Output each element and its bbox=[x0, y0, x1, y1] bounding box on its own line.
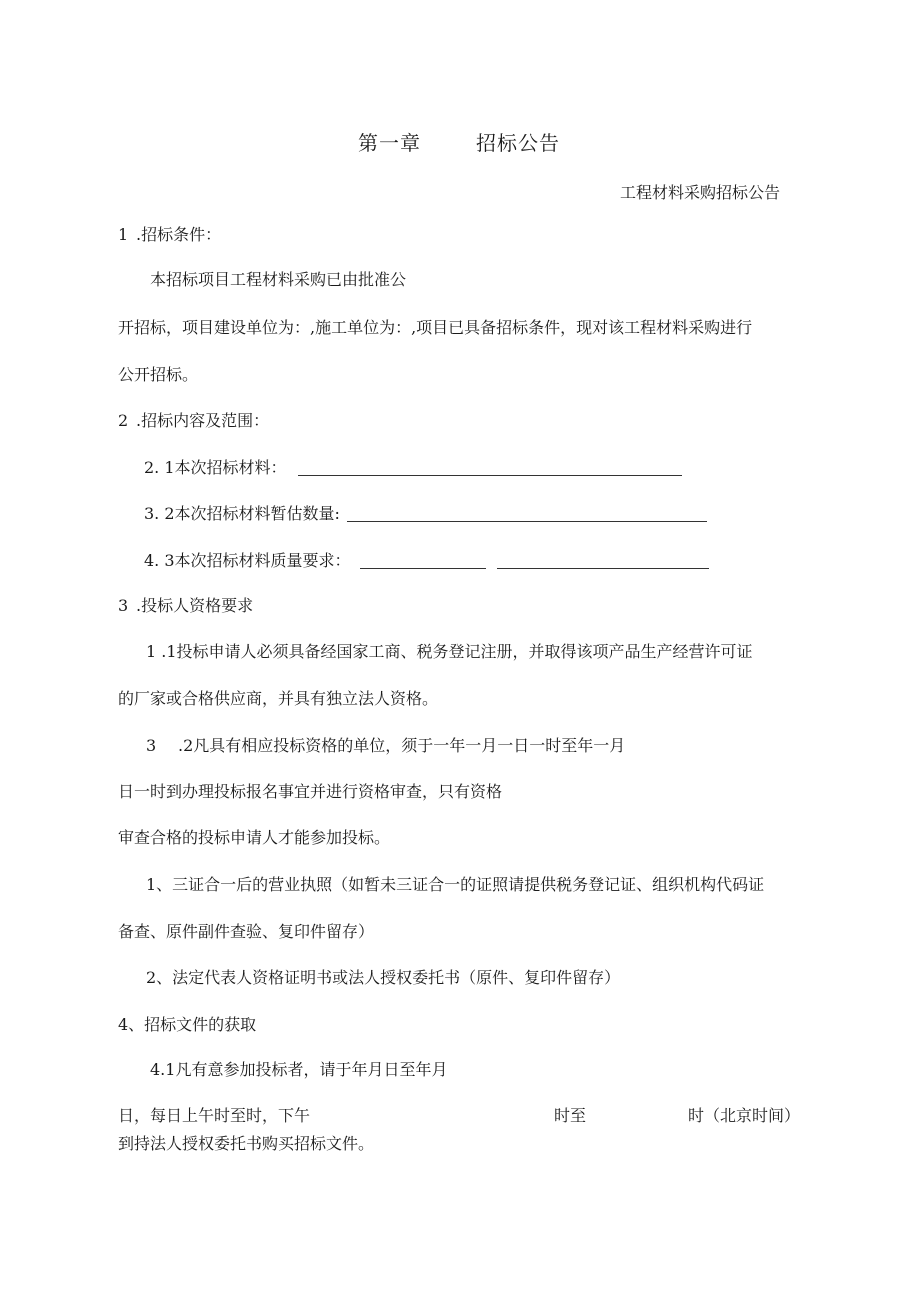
section-4-time-part-2: 时至 bbox=[554, 1106, 587, 1125]
chapter-title: 招标公告 bbox=[476, 131, 560, 155]
document-subtitle: 工程材料采购招标公告 bbox=[620, 183, 781, 202]
required-document-1-line-1: 1、三证合一后的营业执照（如暂未三证合一的证照请提供税务登记证、组织机构代码证 bbox=[146, 875, 765, 894]
section-2-item-2 bbox=[144, 506, 707, 522]
required-document-2: 2、法定代表人资格证明书或法人授权委托书（原件、复印件留存） bbox=[146, 968, 621, 987]
fill-in-blank[interactable] bbox=[347, 507, 707, 522]
item-label: 3本次招标材料质量要求： bbox=[164, 551, 351, 570]
section-3-clause-2-line-3: 审查合格的投标申请人才能参加投标。 bbox=[118, 828, 391, 847]
section-3-clause-1-line-1: 1 .1投标申请人必须具备经国家工商、税务登记注册，并取得该项产品生产经营许可证 bbox=[146, 642, 753, 661]
section-3-clause-2-line-2: 日一时到办理投标报名事宜并进行资格审查，只有资格 bbox=[118, 782, 503, 801]
fill-in-blank[interactable] bbox=[360, 554, 486, 569]
section-2-number: 2 bbox=[118, 411, 129, 430]
item-number: 4. bbox=[144, 551, 160, 570]
section-1-paragraph-line-2: 开招标，项目建设单位为：,施工单位为：,项目已具备招标条件，现对该工程材料采购进行 bbox=[118, 318, 753, 337]
section-4-clause-end: 到持法人授权委托书购买招标文件。 bbox=[118, 1134, 375, 1153]
required-document-1-line-2: 备查、原件副件查验、复印件留存） bbox=[118, 922, 375, 941]
section-3-clause-2-line-1: .2凡具有相应投标资格的单位，须于一年一月一日一时至年一月 bbox=[178, 736, 626, 755]
section-2-heading: .招标内容及范围： bbox=[136, 411, 270, 430]
section-2-item-3 bbox=[144, 553, 709, 569]
section-4-time-part-1: 日，每日上午时至时，下午 bbox=[118, 1106, 311, 1125]
item-label: 1本次招标材料： bbox=[164, 458, 287, 477]
section-2-item-1 bbox=[144, 460, 682, 476]
section-4-time-part-3: 时（北京时间） bbox=[688, 1106, 801, 1125]
item-label: 2本次招标材料暂估数量: bbox=[164, 504, 340, 523]
section-1-paragraph-line-1: 本招标项目工程材料采购已由批准公 bbox=[150, 270, 407, 289]
fill-in-blank[interactable] bbox=[298, 461, 682, 476]
section-1-number: 1 bbox=[118, 225, 129, 244]
section-4-clause-1: 4.1凡有意参加投标者，请于年月日至年月 bbox=[150, 1060, 448, 1079]
fill-in-blank[interactable] bbox=[497, 554, 709, 569]
item-number: 2. bbox=[144, 458, 160, 477]
section-1-heading: .招标条件： bbox=[136, 225, 222, 244]
section-3-clause-1-line-2: 的厂家或合格供应商，并具有独立法人资格。 bbox=[118, 689, 439, 708]
item-number: 3. bbox=[144, 504, 160, 523]
section-3-clause-2-number: 3 bbox=[146, 736, 157, 755]
section-3-number: 3 bbox=[118, 596, 129, 615]
section-1-paragraph-line-3: 公开招标。 bbox=[118, 365, 199, 384]
chapter-number: 第一章 bbox=[358, 131, 421, 155]
section-3-heading: .投标人资格要求 bbox=[136, 596, 254, 615]
section-4-heading: 4、招标文件的获取 bbox=[118, 1015, 257, 1034]
